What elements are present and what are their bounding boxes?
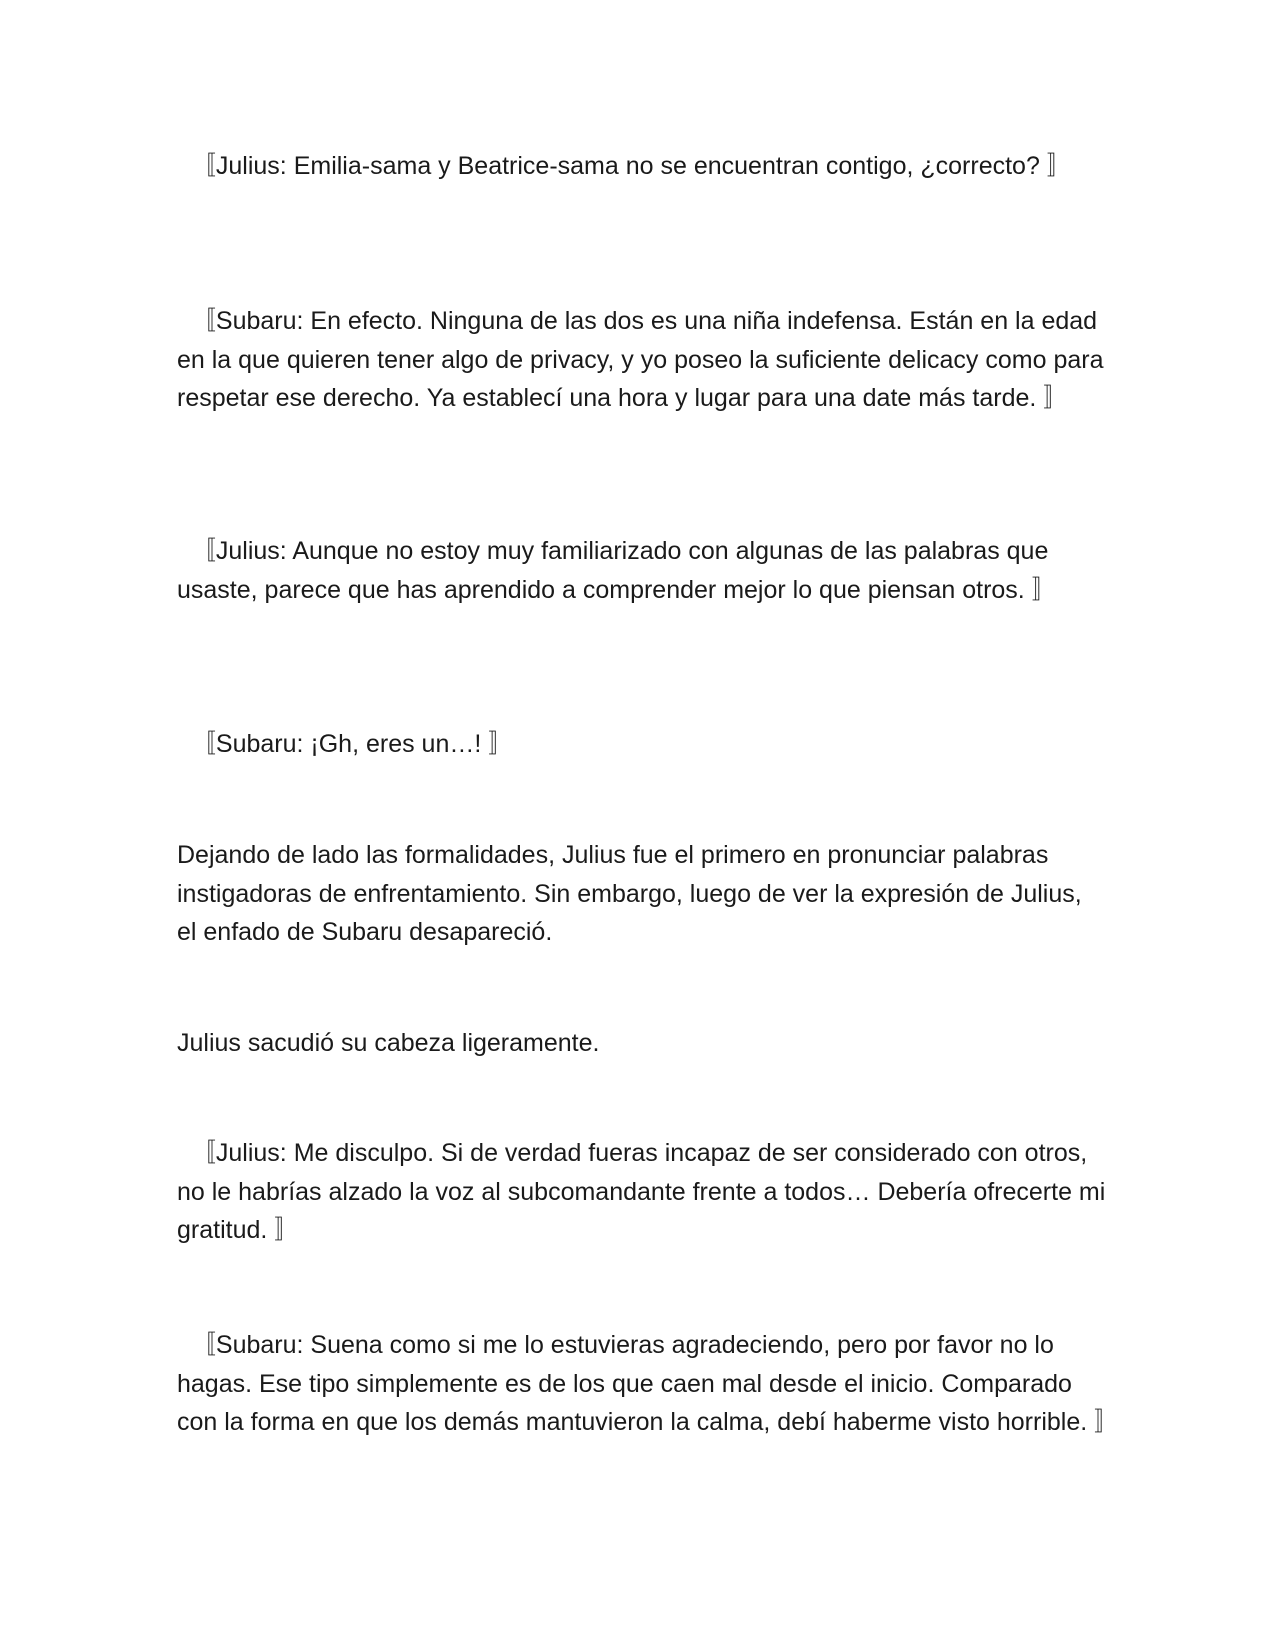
- dialogue-subaru-1: 〚Subaru: En efecto. Ninguna de las dos es una niña indefensa. Están en la edad en la que quieren tener algo de privacy, y yo poseo la suficiente delicacy como para respetar ese derecho. Ya establecí una hora y lugar para una date más tarde. 〛: [177, 307, 1104, 412]
- dialogue-julius-1: 〚Julius: Emilia-sama y Beatrice-sama no se encuentran contigo, ¿correcto? 〛: [177, 152, 1072, 180]
- dialogue-julius-3: 〚Julius: Me disculpo. Si de verdad fueras incapaz de ser considerado con otros, no le habrías alzado la voz al subcomandante frente a todos… Debería ofrecerte mi gratitud. 〛: [177, 1139, 1106, 1244]
- narration-paragraph-2: Julius sacudió su cabeza ligeramente.: [177, 1029, 600, 1057]
- dialogue-subaru-3: 〚Subaru: Suena como si me lo estuvieras agradeciendo, pero por favor no lo hagas. Ese tipo simplemente es de los que caen mal desde el inicio. Comparado con la forma en que los demás mantuvieron la calma, debí haberme visto horrible. 〛: [177, 1331, 1120, 1436]
- narration-paragraph-1: Dejando de lado las formalidades, Julius fue el primero en pronunciar palabras instigadoras de enfrentamiento. Sin embargo, luego de ver la expresión de Julius, el enfado de Subaru desapareció.: [177, 841, 1082, 946]
- dialogue-subaru-2: 〚Subaru: ¡Gh, eres un…! 〛: [177, 730, 514, 758]
- dialogue-julius-2: 〚Julius: Aunque no estoy muy familiarizado con algunas de las palabras que usaste, parece que has aprendido a comprender mejor lo que piensan otros. 〛: [177, 537, 1057, 604]
